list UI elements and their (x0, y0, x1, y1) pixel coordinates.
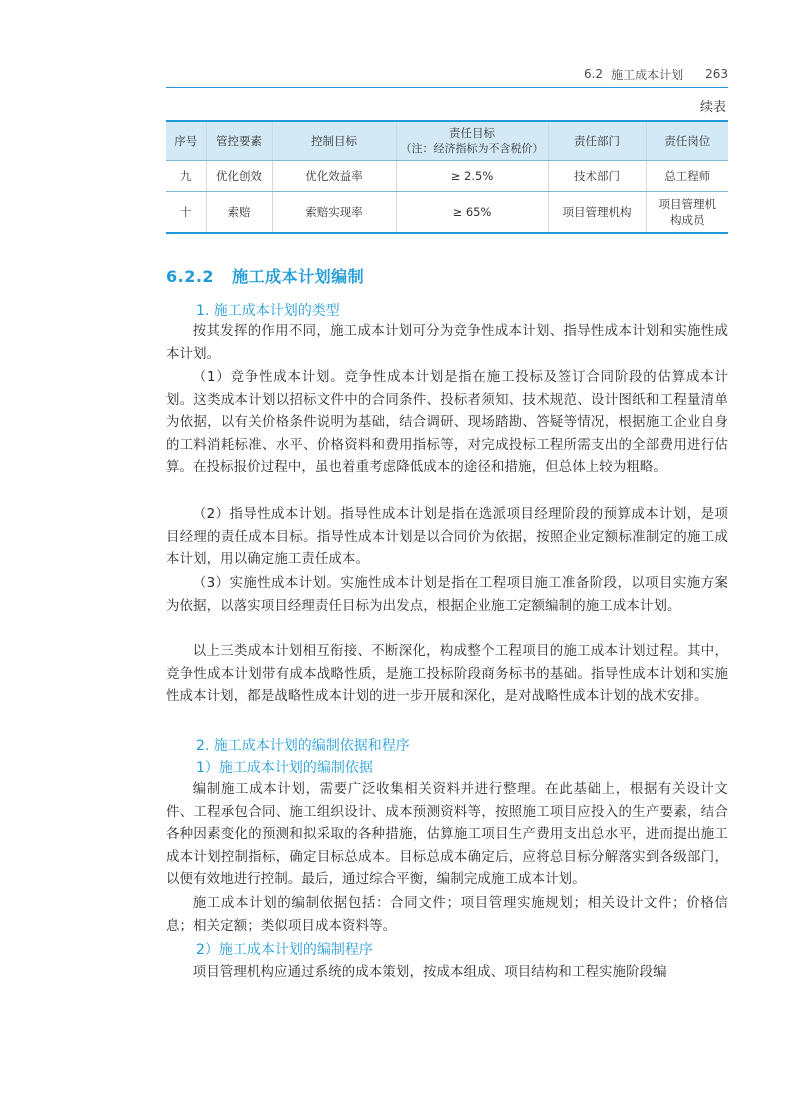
header-section-title: 施工成本计划 (611, 67, 684, 82)
subsubsection-heading-basis: 1）施工成本计划的编制依据 (196, 760, 373, 776)
cell-goal: 索赔实现率 (272, 192, 396, 234)
cell-post: 项目管理机构成员 (646, 192, 728, 234)
cost-control-table (166, 120, 728, 234)
col-header-target-main: 责任目标 (449, 126, 495, 140)
table-row (166, 192, 728, 234)
cell-target: ≥ 65% (396, 192, 548, 234)
page-number: 263 (705, 67, 728, 81)
table-row (166, 161, 728, 192)
paragraph-summary: 以上三类成本计划相互衔接、不断深化，构成整个工程项目的施工成本计划过程。其中，竞争性成本计划带有成本战略性质，是施工投标阶段商务标书的基础。指导性成本计划和实施性成本计划，都是战略性成本计划的进一步开展和深化，是对战略性成本计划的战术安排。 (166, 644, 728, 704)
header-rule (166, 87, 728, 88)
paragraph-basis-list: 施工成本计划的编制依据包括：合同文件；项目管理实施规划；相关设计文件；价格信息；相关定额；类似项目成本资料等。 (166, 896, 728, 934)
paragraph-competitive-plan: （1）竞争性成本计划。竞争性成本计划是指在施工投标及签订合同阶段的估算成本计划。这类成本计划以招标文件中的合同条件、投标者须知、技术规范、设计图纸和工程量清单为依据，以有关价格条件说明为基础，结合调研、现场踏勘、答疑等情况，根据施工企业自身的工料消耗标准、水平、价格资料和费用指标等，对完成投标工程所需支出的全部费用进行估算。在投标报价过程中，虽也着重考虑降低成本的途径和措施，但总体上较为粗略。 (166, 370, 728, 475)
paragraph-implementation-plan: （3）实施性成本计划。实施性成本计划是指在工程项目施工准备阶段，以项目实施方案为依据，以落实项目经理责任目标为出发点，根据企业施工定额编制的施工成本计划。 (166, 576, 728, 614)
paragraph-guiding-plan: （2）指导性成本计划。指导性成本计划是指在选派项目经理阶段的预算成本计划，是项目经理的责任成本目标。指导性成本计划是以合同价为依据，按照企业定额标准制定的施工成本计划，用以确定施工责任成本。 (166, 507, 728, 567)
section-number: 6.2.2 (166, 267, 215, 286)
cell-element: 索赔 (206, 192, 272, 234)
cell-target: ≥ 2.5% (396, 161, 548, 192)
col-header-element: 管控要素 (206, 121, 272, 161)
col-header-dept: 责任部门 (548, 121, 646, 161)
col-header-target-note: （注：经济指标为不含税价） (400, 142, 544, 155)
paragraph-procedure: 项目管理机构应通过系统的成本策划，按成本组成、项目结构和工程实施阶段编 (192, 965, 667, 980)
cell-goal: 优化效益率 (272, 161, 396, 192)
paragraph-intro: 按其发挥的作用不同，施工成本计划可分为竞争性成本计划、指导性成本计划和实施性成本计划。 (166, 324, 728, 362)
cell-seq: 九 (166, 161, 206, 192)
cell-dept: 项目管理机构 (548, 192, 646, 234)
subsection-heading-types: 1. 施工成本计划的类型 (196, 303, 340, 319)
subsection-heading-basis-procedure: 2. 施工成本计划的编制依据和程序 (196, 738, 410, 754)
running-header (166, 62, 728, 86)
subsubsection-heading-procedure: 2）施工成本计划的编制程序 (196, 942, 373, 958)
header-section-number: 6.2 (583, 67, 604, 81)
table-continued-label: 续表 (699, 100, 726, 115)
cell-element: 优化创效 (206, 161, 272, 192)
cell-post: 总工程师 (646, 161, 728, 192)
cell-dept: 技术部门 (548, 161, 646, 192)
section-title: 施工成本计划编制 (232, 267, 365, 286)
section-heading (166, 264, 364, 287)
col-header-target (396, 121, 548, 161)
col-header-post: 责任岗位 (646, 121, 728, 161)
col-header-seq: 序号 (166, 121, 206, 161)
table-header-row (166, 121, 728, 161)
cell-seq: 十 (166, 192, 206, 234)
paragraph-basis-detail: 编制施工成本计划，需要广泛收集相关资料并进行整理。在此基础上，根据有关设计文件、工程承包合同、施工组织设计、成本预测资料等，按照施工项目应投入的生产要素，结合各种因素变化的预测和拟采取的各种措施，估算施工项目生产费用支出总水平，进而提出施工成本计划控制指标，确定目标总成本。目标总成本确定后，应将总目标分解落实到各级部门，以便有效地进行控制。最后，通过综合平衡，编制完成施工成本计划。 (166, 782, 728, 887)
col-header-goal: 控制目标 (272, 121, 396, 161)
